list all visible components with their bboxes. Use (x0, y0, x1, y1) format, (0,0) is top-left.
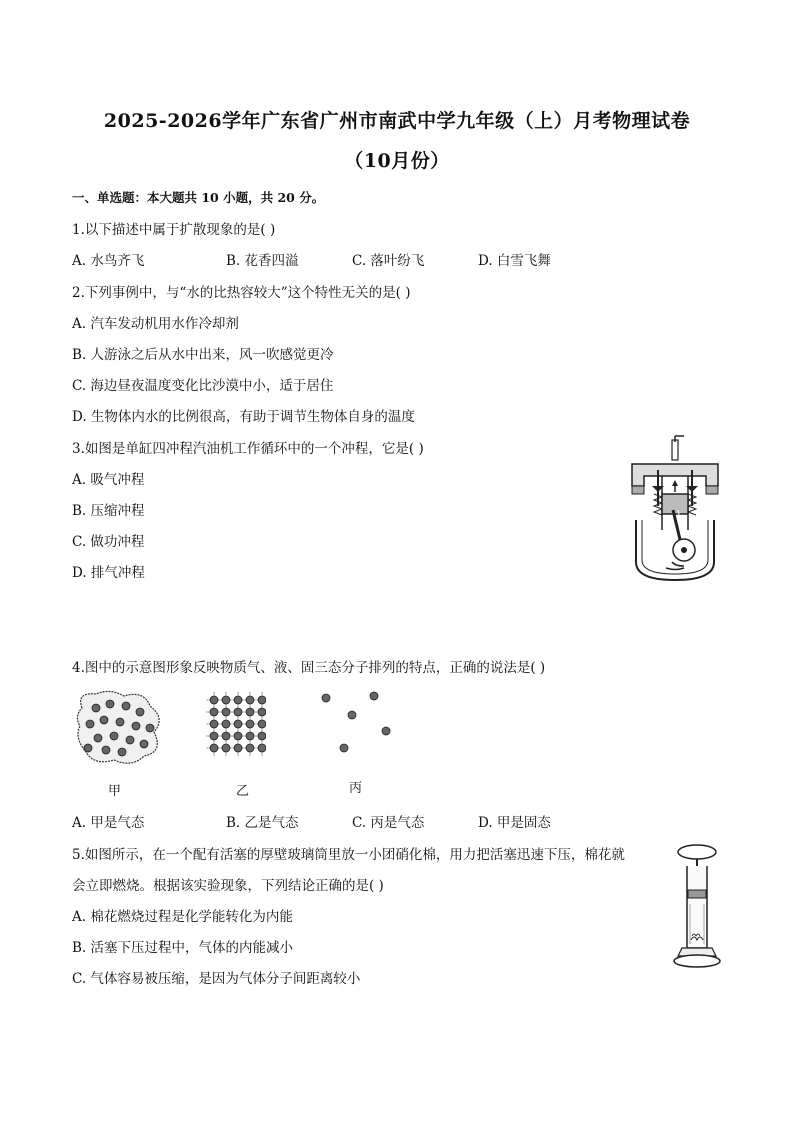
question-4-option-a: A. 甲是气态 (72, 815, 145, 831)
question-2-option-d: D. 生物体内水的比例很高，有助于调节生物体自身的温度 (72, 409, 415, 425)
gas-molecules-figure (318, 688, 398, 758)
exam-subtitle: （10月份） (344, 150, 450, 172)
question-5-option-a: A. 棉花燃烧过程是化学能转化为内能 (72, 909, 293, 925)
question-3-option-c: C. 做功冲程 (72, 534, 145, 550)
question-1-option-a: A. 水鸟齐飞 (72, 253, 145, 269)
exam-title: 2025-2026学年广东省广州市南武中学九年级（上）月考物理试卷 (103, 110, 691, 132)
compression-tube-figure (670, 840, 724, 972)
question-5-stem: 5.如图所示，在一个配有活塞的厚壁玻璃筒里放一小团硝化棉，用力把活塞迅速下压，棉花就 (72, 847, 625, 863)
question-3-stem: 3.如图是单缸四冲程汽油机工作循环中的一个冲程，它是( ) (72, 441, 424, 457)
liquid-molecules-figure (74, 688, 164, 768)
figure-caption-bing: 丙 (349, 781, 363, 796)
solid-molecules-figure (206, 692, 266, 756)
question-4-option-c: C. 丙是气态 (352, 815, 425, 831)
question-2-option-a: A. 汽车发动机用水作冷却剂 (72, 316, 239, 332)
question-2-stem: 2.下列事例中，与“水的比热容较大”这个特性无关的是( ) (72, 285, 411, 301)
question-4-option-b: B. 乙是气态 (226, 815, 299, 831)
figure-caption-yi: 乙 (236, 784, 250, 799)
question-4-stem: 4.图中的示意图形象反映物质气、液、固三态分子排列的特点，正确的说法是( ) (72, 660, 546, 676)
question-2-option-c: C. 海边昼夜温度变化比沙漠中小，适于居住 (72, 378, 334, 394)
question-4-option-d: D. 甲是固态 (478, 815, 551, 831)
engine-cylinder-figure (626, 434, 724, 582)
question-5-option-c: C. 气体容易被压缩，是因为气体分子间距离较小 (72, 971, 361, 987)
question-3-option-b: B. 压缩冲程 (72, 503, 145, 519)
question-5-option-b: B. 活塞下压过程中，气体的内能减小 (72, 940, 294, 956)
question-1-option-b: B. 花香四溢 (226, 253, 299, 269)
question-1-option-c: C. 落叶纷飞 (352, 253, 425, 269)
question-3-option-a: A. 吸气冲程 (72, 472, 145, 488)
question-5-stem-continued: 会立即燃烧。根据该实验现象，下列结论正确的是( ) (72, 878, 384, 894)
question-3-option-d: D. 排气冲程 (72, 565, 145, 581)
section-heading: 一、单选题：本大题共 10 小题，共 20 分。 (72, 190, 325, 205)
question-2-option-b: B. 人游泳之后从水中出来，风一吹感觉更冷 (72, 347, 334, 363)
question-1-stem: 1.以下描述中属于扩散现象的是( ) (72, 222, 276, 238)
question-1-option-d: D. 白雪飞舞 (478, 253, 551, 269)
figure-caption-jia: 甲 (108, 784, 122, 799)
